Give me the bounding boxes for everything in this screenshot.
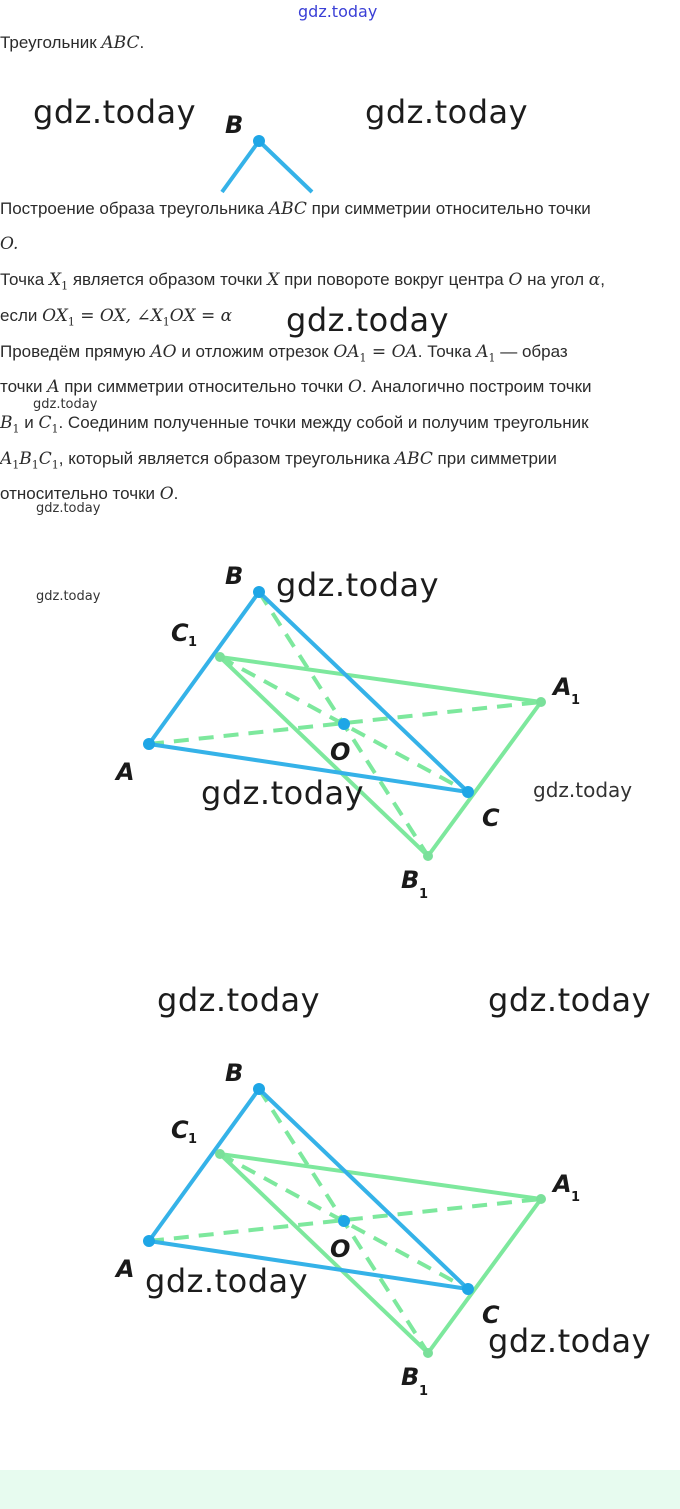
p-text-2: и отложим отрезок: [176, 342, 334, 361]
rot-x: X: [267, 270, 280, 290]
point-c1: [215, 1149, 225, 1159]
point-o: [338, 1215, 350, 1227]
watermark-small-1: gdz.today: [33, 397, 98, 412]
watermark-small-3: gdz.today: [36, 589, 101, 604]
t-text-1: относительно точки: [0, 484, 160, 503]
rot-alpha: α: [588, 270, 601, 290]
label-b1-sub: 1: [419, 1384, 429, 1399]
watermark-big-4: gdz.today: [276, 566, 440, 604]
build-line-2: [0, 232, 18, 256]
label-b: B: [225, 562, 244, 590]
label-c: C: [482, 1301, 500, 1329]
label-b1-sub: 1: [419, 887, 429, 902]
t-text-2: .: [173, 484, 179, 503]
edge-c1a1: [220, 1154, 541, 1199]
footer-band: [0, 1470, 680, 1509]
q-a: A: [47, 377, 60, 397]
point-a1: [536, 1194, 546, 1204]
s-text-2: при симметрии: [432, 449, 557, 468]
watermark-big-5: gdz.today: [201, 774, 365, 812]
edge-b1c1: [220, 1154, 428, 1353]
point-c1: [215, 652, 225, 662]
p-text-1: Проведём прямую: [0, 342, 151, 361]
rotation-line: [0, 268, 605, 298]
label-o: O: [330, 1235, 351, 1263]
point-c: [462, 786, 474, 798]
label-c: C: [482, 804, 500, 832]
edge-ba: [222, 141, 259, 192]
point-a: [143, 738, 155, 750]
rot-text-4: на угол: [522, 270, 589, 289]
title-math: ABC: [101, 33, 140, 53]
r-text-2: . Соединим полученные точки между собой и получим треугольник: [58, 413, 589, 432]
s-abc: ABC: [394, 449, 433, 469]
build-suffix: при симметрии относительно точки: [306, 199, 591, 218]
point-b1: [423, 1348, 433, 1358]
point-a: [143, 1235, 155, 1247]
label-o: O: [330, 738, 351, 766]
result-line: [0, 447, 557, 477]
label-a1-sub: 1: [571, 1190, 581, 1205]
label-a: A: [116, 1255, 135, 1283]
edge-bc: [259, 141, 312, 192]
watermark-big-1: gdz.today: [33, 93, 197, 131]
symmetry-line: [0, 375, 592, 399]
build-o: O: [0, 234, 13, 254]
watermark-big-9: gdz.today: [488, 1322, 652, 1360]
p-formula: $OA_1$ = OA: [333, 342, 418, 365]
label-c1-sub: 1: [188, 635, 198, 650]
label-b1: B: [401, 1363, 420, 1391]
point-b: [253, 135, 265, 147]
label-c1: C: [171, 1116, 189, 1144]
rot-text-1: Точка: [0, 270, 49, 289]
build-dot: .: [12, 234, 19, 254]
watermark-big-3: gdz.today: [286, 301, 450, 339]
rot-x1: $X_1$: [48, 270, 69, 293]
watermark-big-7: gdz.today: [488, 981, 652, 1019]
q-text-2: при симметрии относительно точки: [59, 377, 349, 396]
if-formula: $OX_1$ = OX, $\angle X_1OX = \alpha$: [42, 306, 233, 329]
rot-text-2: является образом точки: [68, 270, 268, 289]
point-b1: [423, 851, 433, 861]
p-text-3: . Точка: [417, 342, 477, 361]
label-a1-sub: 1: [571, 693, 581, 708]
edge-c1a1: [220, 657, 541, 702]
q-text-1: точки: [0, 377, 48, 396]
edge-b1c1: [220, 657, 428, 856]
build-line: [0, 197, 591, 221]
edge-bc-1: [259, 592, 468, 792]
p-a1: $A_1$: [476, 342, 496, 365]
watermark-top: gdz.today: [298, 2, 378, 21]
watermark-big-2: gdz.today: [365, 93, 529, 131]
watermark-small-2: gdz.today: [36, 501, 101, 516]
if-text: если: [0, 306, 43, 325]
build-prefix: Построение образа треугольника: [0, 199, 269, 218]
r-c1: $C_1$: [38, 413, 59, 436]
s-a1b1c1: $A_1B_1C_1$: [0, 449, 59, 472]
p-text-4: — образ: [495, 342, 568, 361]
s-text-1: , который является образом треугольника: [58, 449, 395, 468]
p-ao: AO: [150, 342, 177, 362]
point-o: [338, 718, 350, 730]
connect-line: [0, 411, 589, 441]
watermark-medium-1: gdz.today: [533, 778, 633, 802]
label-b: B: [225, 111, 244, 139]
title-prefix: Треугольник: [0, 33, 102, 52]
r-text-1: и: [19, 413, 39, 432]
t-o: O: [159, 484, 174, 504]
symmetry-figure-2: [0, 1037, 680, 1417]
label-c1-sub: 1: [188, 1132, 198, 1147]
title-line: [0, 31, 144, 55]
q-text-3: . Аналогично построим точки: [361, 377, 592, 396]
watermark-big-6: gdz.today: [157, 981, 321, 1019]
r-b1: $B_1$: [0, 413, 20, 436]
label-b: B: [225, 1059, 244, 1087]
condition-line: [0, 304, 232, 334]
label-a1: A: [553, 673, 572, 701]
rot-text-5: ,: [600, 270, 605, 289]
watermark-big-8: gdz.today: [145, 1262, 309, 1300]
cropped-triangle-figure: [0, 100, 680, 192]
point-a1: [536, 697, 546, 707]
title-suffix: .: [139, 33, 145, 52]
label-c1: C: [171, 619, 189, 647]
edge-bc-2: [259, 1089, 468, 1289]
label-b1: B: [401, 866, 420, 894]
construct-line: [0, 340, 568, 370]
q-o: O: [348, 377, 362, 397]
label-a: A: [116, 758, 135, 786]
point-b: [253, 586, 265, 598]
build-math: ABC: [268, 199, 307, 219]
point-c: [462, 1283, 474, 1295]
label-a1: A: [553, 1170, 572, 1198]
point-b: [253, 1083, 265, 1095]
rot-text-3: при повороте вокруг центра: [279, 270, 509, 289]
rot-o: O: [508, 270, 523, 290]
